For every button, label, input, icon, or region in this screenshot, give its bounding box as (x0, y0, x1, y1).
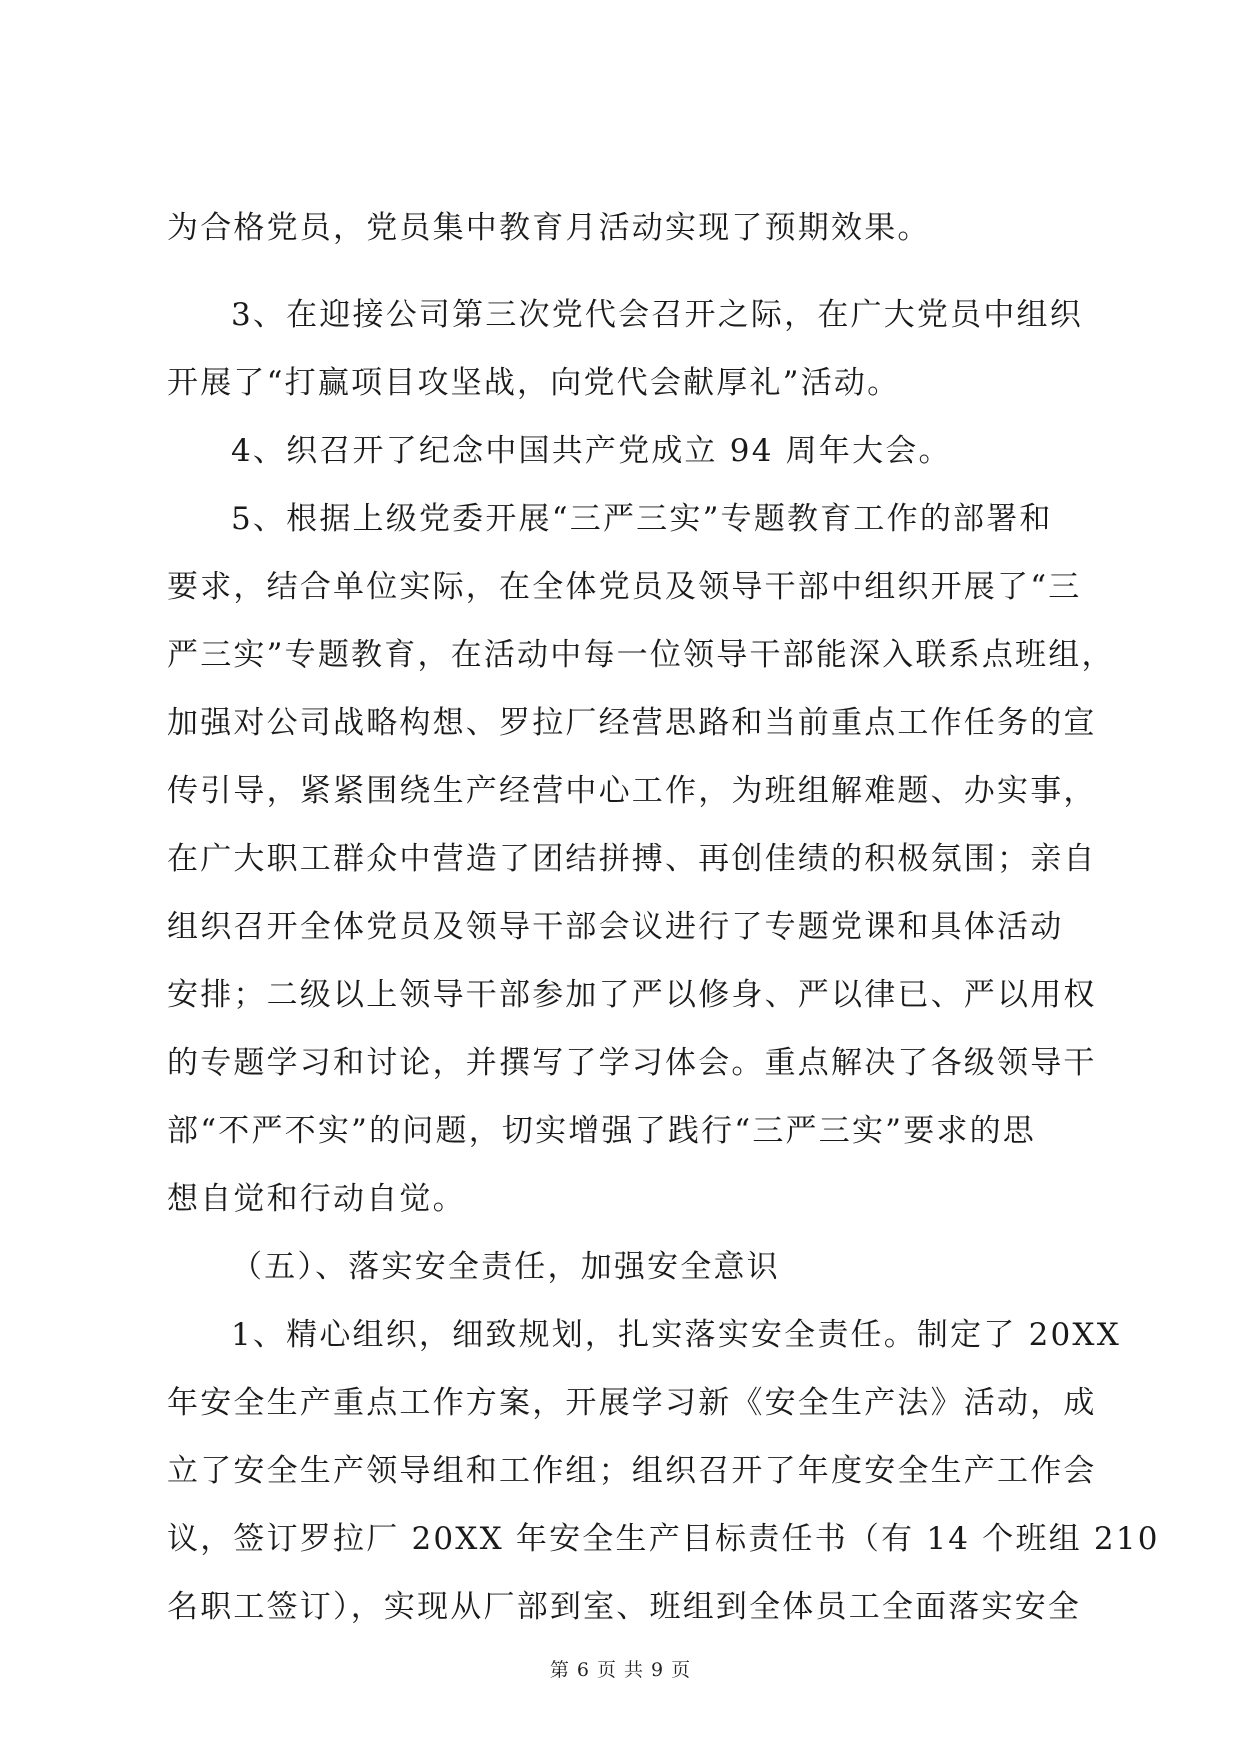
text-line: 年安全生产重点工作方案，开展学习新《安全生产法》活动，成 (167, 1385, 1097, 1421)
text-line: 想自觉和行动自觉。 (167, 1181, 466, 1217)
text-line: 要求，结合单位实际，在全体党员及领导干部中组织开展了“三 (167, 569, 1082, 605)
text-line: 立了安全生产领导组和工作组；组织召开了年度安全生产工作会 (167, 1453, 1097, 1489)
text-line: 5、根据上级党委开展“三严三实”专题教育工作的部署和 (231, 501, 1053, 537)
text-line: 安排；二级以上领导干部参加了严以修身、严以律已、严以用权 (167, 977, 1097, 1013)
text-line: 严三实”专题教育，在活动中每一位领导干部能深入联系点班组， (167, 637, 1115, 673)
text-line: 名职工签订），实现从厂部到室、班组到全体员工全面落实安全 (167, 1589, 1082, 1625)
text-line: 3、在迎接公司第三次党代会召开之际，在广大党员中组织 (231, 297, 1083, 333)
text-line: 加强对公司战略构想、罗拉厂经营思路和当前重点工作任务的宣 (167, 705, 1097, 741)
text-line: 在广大职工群众中营造了团结拼搏、再创佳绩的积极氛围；亲自 (167, 841, 1097, 877)
text-line: 开展了“打赢项目攻坚战，向党代会献厚礼”活动。 (167, 365, 901, 401)
text-line: 传引导，紧紧围绕生产经营中心工作，为班组解难题、办实事， (167, 773, 1097, 809)
text-line: 为合格党员，党员集中教育月活动实现了预期效果。 (167, 210, 931, 246)
text-line: 议，签订罗拉厂 20XX 年安全生产目标责任书（有 14 个班组 210 (167, 1521, 1160, 1557)
page-number-footer: 第 6 页 共 9 页 (549, 1659, 692, 1681)
text-line: 1、精心组织，细致规划，扎实落实安全责任。制定了 20XX (231, 1317, 1121, 1353)
text-line: 部“不严不实”的问题，切实增强了践行“三严三实”要求的思 (167, 1113, 1036, 1149)
section-heading: （五）、落实安全责任，加强安全意识 (231, 1249, 780, 1285)
text-line: 的专题学习和讨论，并撰写了学习体会。重点解决了各级领导干 (167, 1045, 1097, 1081)
text-line: 组织召开全体党员及领导干部会议进行了专题党课和具体活动 (167, 909, 1064, 945)
text-line: 4、织召开了纪念中国共产党成立 94 周年大会。 (231, 433, 952, 469)
